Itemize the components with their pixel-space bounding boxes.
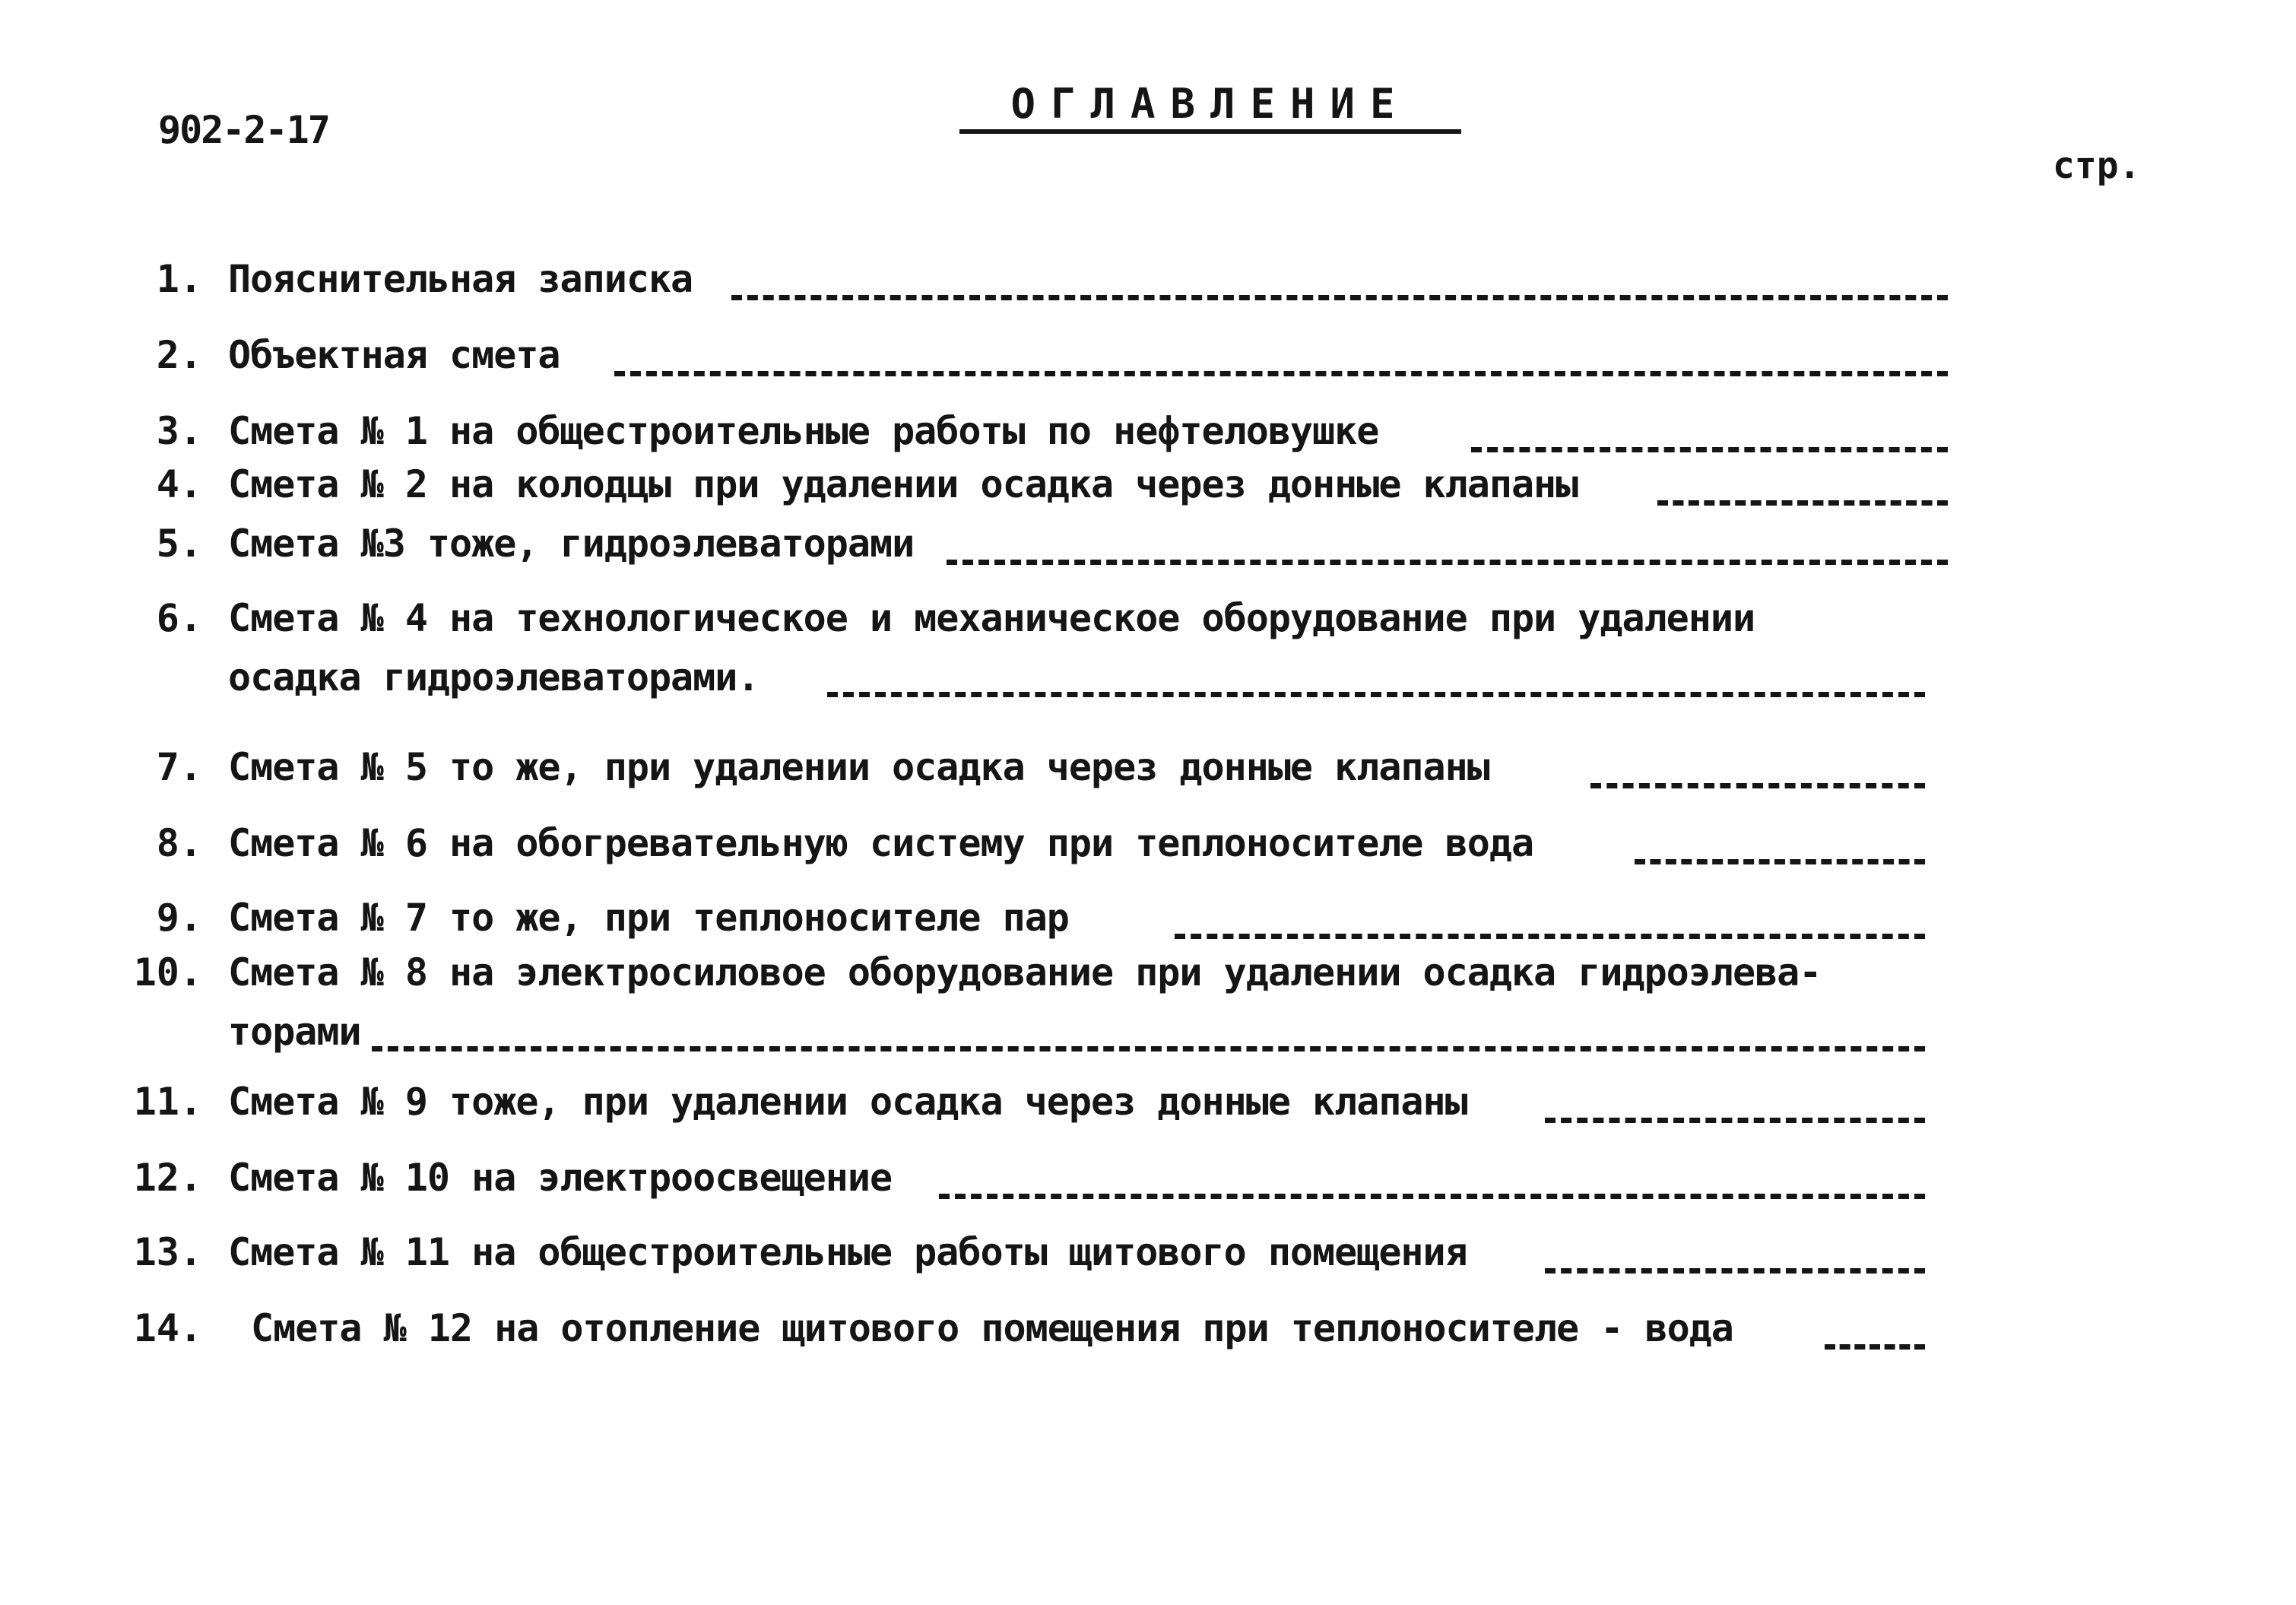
toc-entry-number: 5.: [156, 522, 202, 566]
toc-entry: [0, 1230, 2296, 1299]
toc-entry-number: 13.: [133, 1230, 202, 1274]
toc-leader-line: [1545, 1268, 1925, 1274]
toc-entry-title: Смета № 4 на технологическое и механическое оборудование при удалении: [228, 596, 1755, 640]
toc-entry-title: Смета № 8 на электросиловое оборудование при удалении осадка гидроэлева-: [228, 950, 1822, 994]
toc-entry-title: Пояснительная записка: [228, 257, 693, 301]
toc-entry-number: 1.: [156, 257, 202, 301]
toc-entry: [0, 1080, 2296, 1148]
toc-leader-line: [731, 295, 1948, 300]
toc-entry-title: Смета № 6 на обогревательную систему при теплоносителе вода: [228, 821, 1534, 865]
toc-entry-title-continued: осадка гидроэлеваторами.: [228, 655, 760, 699]
page-column-label: стр.: [2053, 144, 2141, 187]
toc-entry-title: Смета № 2 на колодцы при удалении осадка через донные клапаны: [228, 462, 1578, 506]
toc-leader-line: [1635, 859, 1925, 864]
page-title: ОГЛАВЛЕНИЕ: [959, 81, 1461, 134]
toc-entry: [0, 596, 2296, 718]
toc-entry-number: 8.: [156, 821, 202, 865]
toc-entry-number: 4.: [156, 462, 202, 506]
toc-entry: [0, 257, 2296, 325]
toc-entry-title: Смета № 7 то же, при теплоносителе пар: [228, 896, 1069, 940]
toc-leader-line: [1175, 934, 1925, 939]
document-code: 902-2-17: [158, 108, 329, 152]
toc-entry-number: 14.: [133, 1306, 202, 1350]
toc-entry-title: Смета № 9 тоже, при удалении осадка через донные клапаны: [228, 1080, 1467, 1124]
toc-entry-number: 11.: [133, 1080, 202, 1124]
toc-leader-line: [1657, 500, 1948, 506]
toc-entry-title: Смета № 10 на электроосвещение: [228, 1156, 893, 1200]
toc-entry-title: Смета №3 тоже, гидроэлеваторами: [228, 522, 915, 566]
toc-entry-number: 2.: [156, 333, 202, 377]
toc-entry-number: 9.: [156, 896, 202, 940]
toc-entry: [0, 333, 2296, 401]
toc-leader-line: [614, 371, 1948, 376]
toc-entry-title: Смета № 1 на общестроительные работы по нефтеловушке: [228, 409, 1379, 453]
toc-leader-line: [1825, 1344, 1925, 1350]
toc-entry-number: 6.: [156, 596, 202, 640]
toc-entry: [0, 745, 2296, 814]
toc-entry: [0, 522, 2296, 590]
toc-leader-line: [939, 1194, 1925, 1199]
toc-entry-number: 12.: [133, 1156, 202, 1200]
toc-leader-line: [947, 560, 1948, 565]
toc-entry-title: Смета № 5 то же, при удалении осадка через донные клапаны: [228, 745, 1489, 789]
toc-entry: [0, 1156, 2296, 1224]
toc-entry: [0, 1306, 2296, 1375]
toc-entry-title: Смета № 11 на общестроительные работы щитового помещения: [228, 1230, 1467, 1274]
toc-leader-line: [372, 1046, 1925, 1051]
toc-leader-line: [827, 692, 1925, 697]
toc-entry-title: Смета № 12 на отопление щитового помещения при теплоносителе - вода: [251, 1306, 1733, 1350]
toc-leader-line: [1545, 1118, 1925, 1123]
toc-entry: [0, 821, 2296, 890]
toc-entry-title: Объектная смета: [228, 333, 560, 377]
toc-entry-title-continued: торами: [228, 1010, 361, 1054]
toc-entry-number: 7.: [156, 745, 202, 789]
toc-leader-line: [1471, 447, 1948, 452]
toc-entry-number: 3.: [156, 409, 202, 453]
toc-leader-line: [1590, 783, 1925, 788]
toc-entry: [0, 950, 2296, 1072]
toc-entry-number: 10.: [133, 950, 202, 994]
toc-entry: [0, 462, 2296, 531]
